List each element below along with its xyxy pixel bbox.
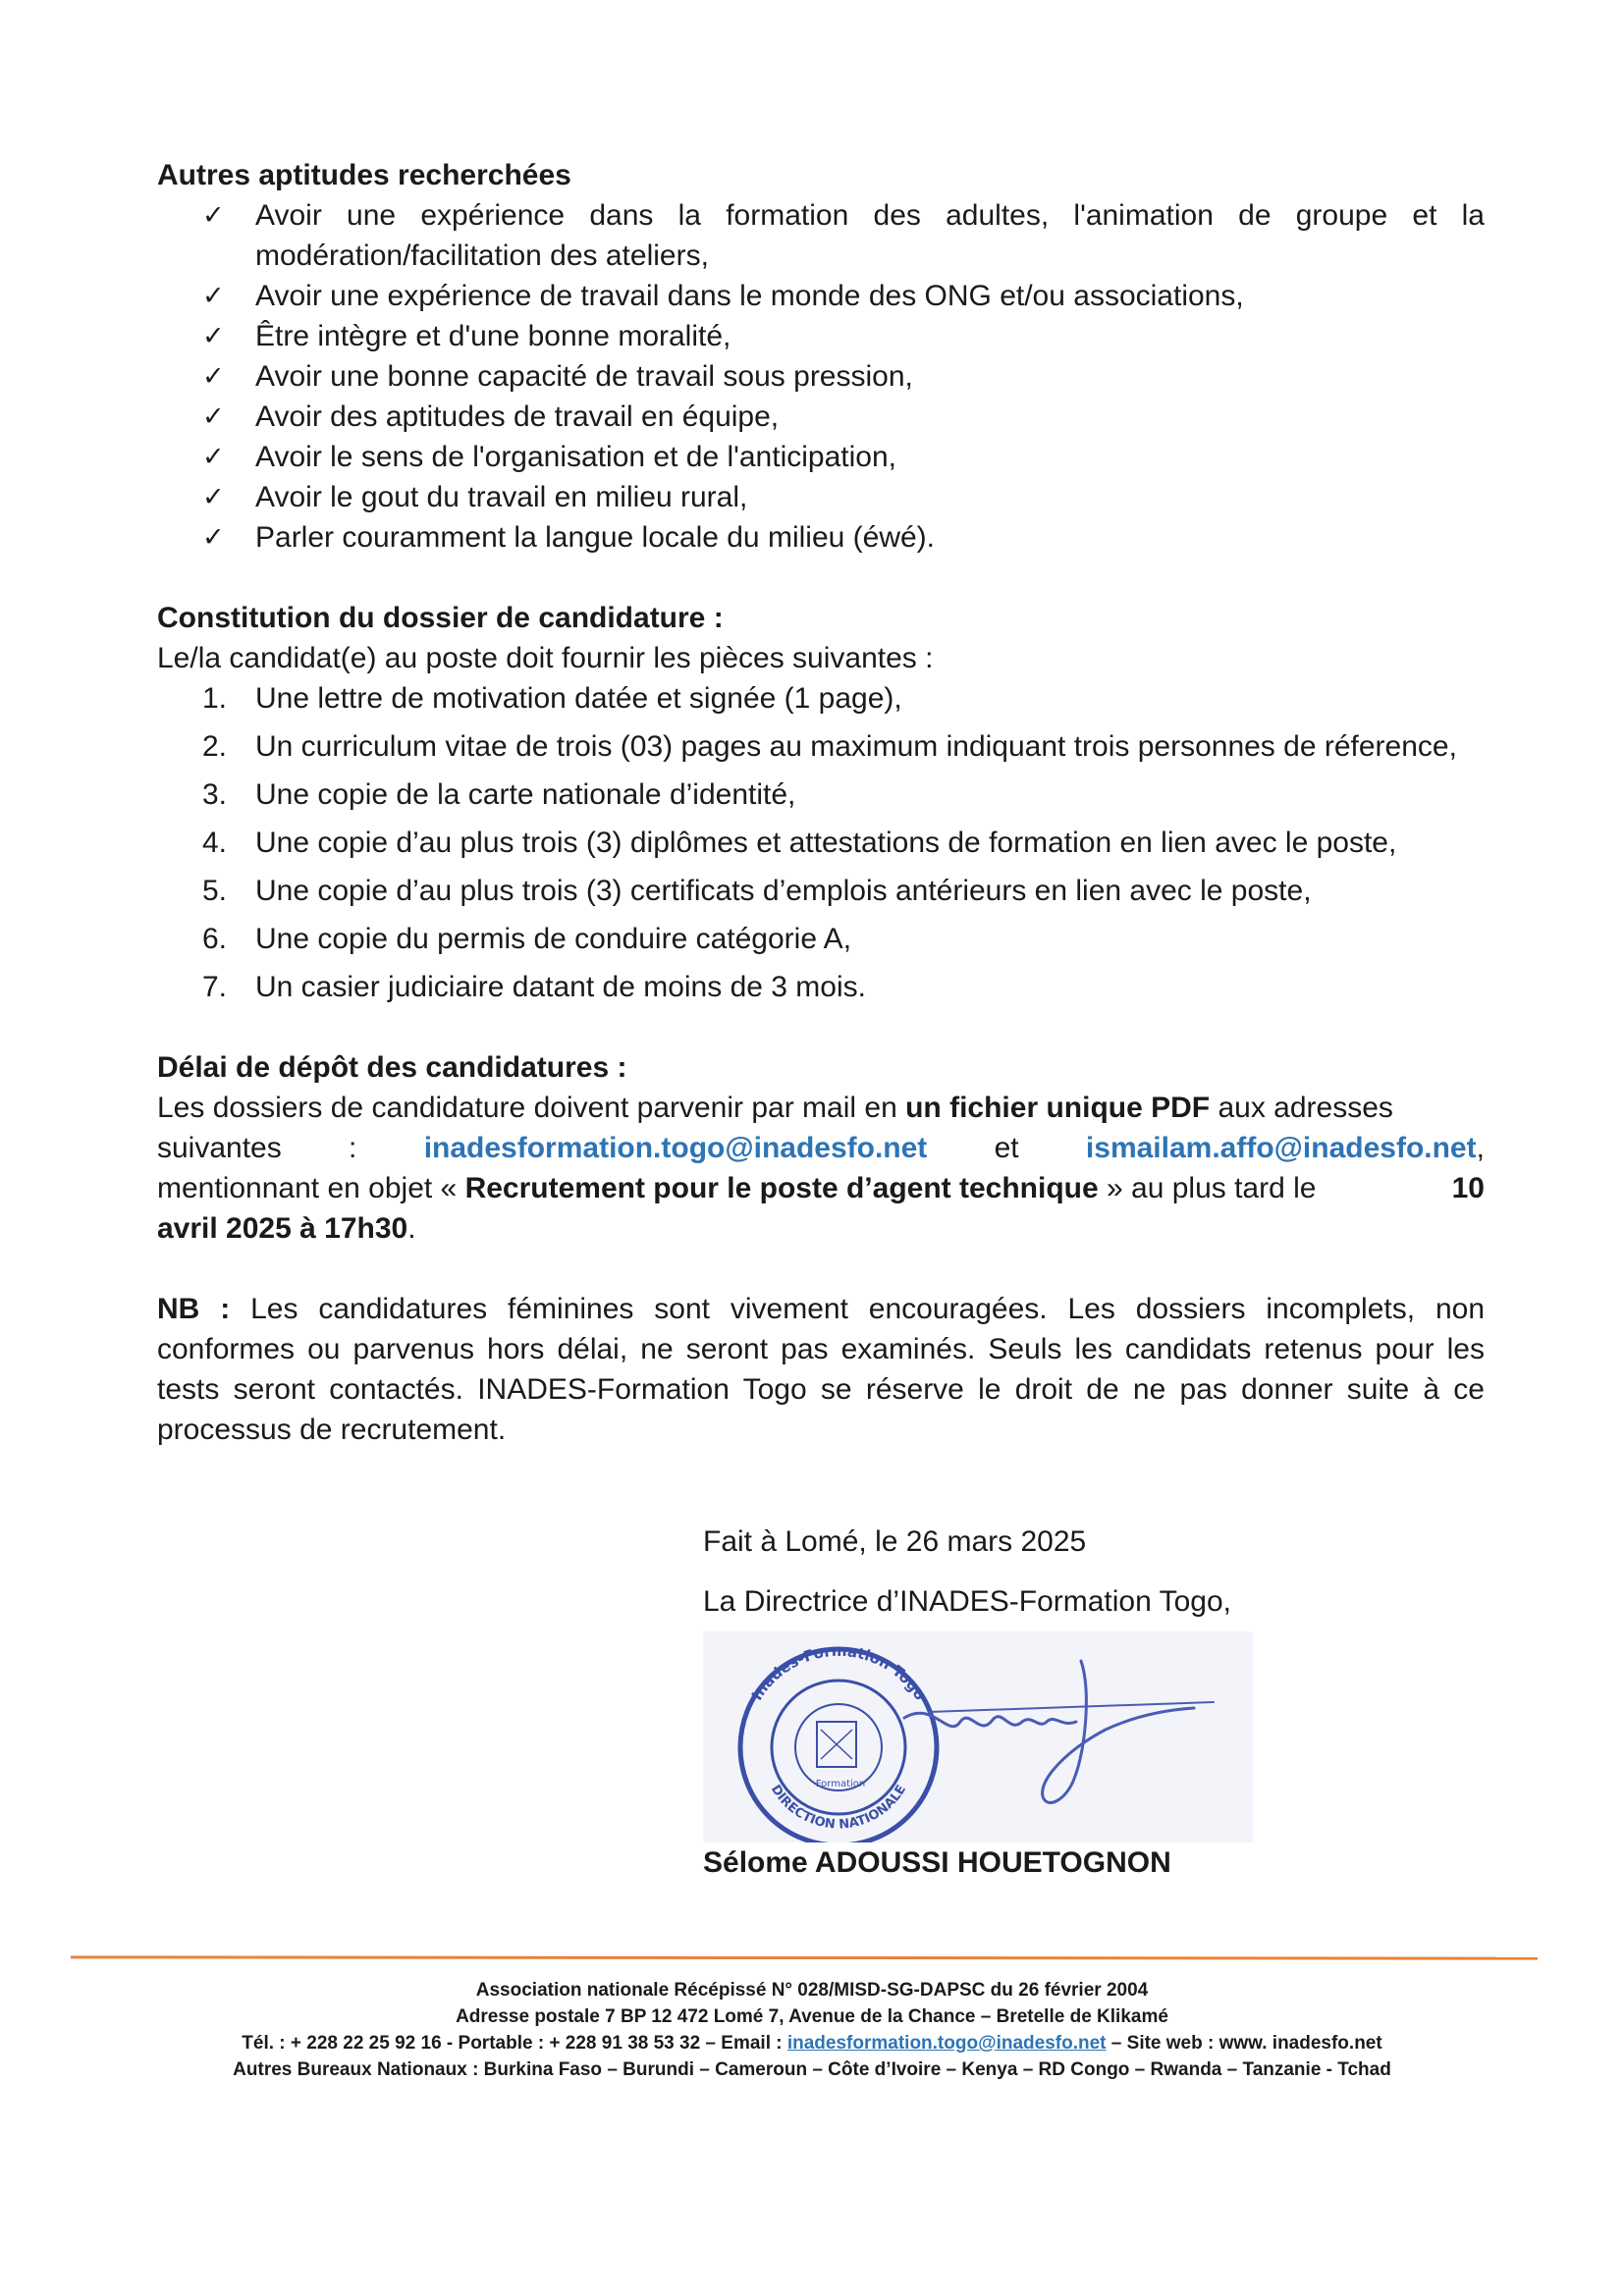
list-item: 7. Un casier judiciaire datant de moins de 3 mois. — [202, 971, 866, 1003]
checkmark-icon: ✓ — [202, 200, 225, 231]
deadline-line-3: mentionnant en objet « Recrutement pour le poste d’agent technique » au plus tard le 10 — [157, 1172, 1485, 1204]
svg-text:Inades-Formation Togo: Inades-Formation Togo — [747, 1641, 930, 1704]
nb-paragraph: NB : Les candidatures féminines sont vivement encouragées. Les dossiers incomplets, non conformes ou parvenus hors délai, ne seront pas examinés. Seuls les candidats retenus pour les tests seront contactés. INADES-Formation Togo se réserve le droit de ne pas donner suite à ce processus de recrutement. — [157, 1293, 1486, 1446]
list-item: 4. Une copie d’au plus trois (3) diplômes et attestations de formation en lien avec le poste, — [202, 827, 1397, 859]
checkmark-icon: ✓ — [202, 321, 225, 351]
footer-line-1: Association nationale Récépissé N° 028/MISD-SG-DAPSC du 26 février 2004 — [475, 1980, 1149, 2001]
deadline-line-1: Les dossiers de candidature doivent parvenir par mail en un fichier unique PDF aux adresses — [157, 1092, 1393, 1124]
nb-label: NB : — [157, 1293, 231, 1325]
svg-text:Formation: Formation — [815, 1779, 866, 1789]
stamp-and-signature — [703, 1631, 1253, 1842]
email-link-secondary[interactable]: ismailam.affo@inadesfo.net — [1085, 1132, 1477, 1164]
signatory-role: La Directrice d’INADES-Formation Togo, — [703, 1585, 1231, 1618]
list-item: ✓ Avoir une bonne capacité de travail sous pression, — [157, 356, 1485, 397]
email-link-primary[interactable]: inadesformation.togo@inadesfo.net — [423, 1132, 928, 1164]
place-date: Fait à Lomé, le 26 mars 2025 — [703, 1525, 1087, 1558]
checkmark-icon: ✓ — [202, 281, 225, 311]
dossier-section — [157, 598, 1485, 1007]
checkmark-icon: ✓ — [202, 401, 225, 432]
deadline-line-2: suivantes : inadesformation.togo@inadesfo.net et ismailam.affo@inadesfo.net, — [157, 1128, 1485, 1168]
checkmark-icon: ✓ — [202, 361, 225, 392]
letter-body — [157, 155, 1485, 1450]
dossier-heading: Constitution du dossier de candidature : — [157, 602, 724, 634]
signature-block — [703, 1522, 1253, 1883]
signer-name: Sélome ADOUSSI HOUETOGNON — [703, 1846, 1171, 1879]
list-item: ✓ Être intègre et d'une bonne moralité, — [157, 316, 1485, 356]
stamp-icon — [703, 1631, 1253, 1842]
deadline-line-4: avril 2025 à 17h30. — [157, 1212, 416, 1245]
list-item: ✓ Avoir le sens de l'organisation et de l'anticipation, — [157, 437, 1485, 477]
list-item: 6. Une copie du permis de conduire catégorie A, — [202, 923, 852, 955]
list-item: ✓ Avoir le gout du travail en milieu rural, — [157, 477, 1485, 517]
footer-divider — [71, 1955, 1538, 1959]
list-item: ✓ Avoir des aptitudes de travail en équipe, — [157, 397, 1485, 437]
footer-email-link[interactable]: inadesformation.togo@inadesfo.net — [786, 2033, 1107, 2054]
checkmark-icon: ✓ — [202, 442, 225, 472]
footer-line-4: Autres Bureaux Nationaux : Burkina Faso – Burundi – Cameroun – Côte d’Ivoire – Kenya – RD Congo – Rwanda – Tanzanie - Tchad — [233, 2059, 1391, 2080]
deadline-section — [157, 1047, 1485, 1249]
list-item: 3. Une copie de la carte nationale d’identité, — [202, 778, 796, 811]
list-item: ✓ Avoir une expérience de travail dans le monde des ONG et/ou associations, — [157, 276, 1485, 316]
list-item: 1. Une lettre de motivation datée et signée (1 page), — [202, 682, 902, 715]
nb-section — [157, 1289, 1485, 1450]
checkmark-icon: ✓ — [202, 522, 225, 553]
skills-list — [157, 195, 1485, 558]
list-item: ✓ Avoir une expérience dans la formation des adultes, l'animation de groupe et la modération/facilitation des ateliers, — [157, 195, 1485, 276]
skills-heading: Autres aptitudes recherchées — [157, 159, 571, 191]
list-item: 2. Un curriculum vitae de trois (03) pages au maximum indiquant trois personnes de réference, — [202, 730, 1457, 763]
footer — [0, 1977, 1624, 2083]
footer-line-2: Adresse postale 7 BP 12 472 Lomé 7, Avenue de la Chance – Bretelle de Klikamé — [456, 2006, 1168, 2027]
deadline-heading: Délai de dépôt des candidatures : — [157, 1051, 627, 1084]
list-item: ✓ Parler couramment la langue locale du milieu (éwé). — [157, 517, 1485, 558]
list-item: 5. Une copie d’au plus trois (3) certificats d’emplois antérieurs en lien avec le poste, — [202, 875, 1312, 907]
dossier-intro: Le/la candidat(e) au poste doit fournir les pièces suivantes : — [157, 642, 934, 674]
svg-text:DIRECTION NATIONALE: DIRECTION NATIONALE — [767, 1782, 910, 1833]
dossier-list — [157, 678, 1485, 1007]
checkmark-icon: ✓ — [202, 482, 225, 512]
footer-line-3: Tél. : + 228 22 25 92 16 - Portable : + 228 91 38 53 32 – Email : inadesformation.togo@inadesfo.net – Site web : www. inadesfo.net — [242, 2033, 1382, 2054]
